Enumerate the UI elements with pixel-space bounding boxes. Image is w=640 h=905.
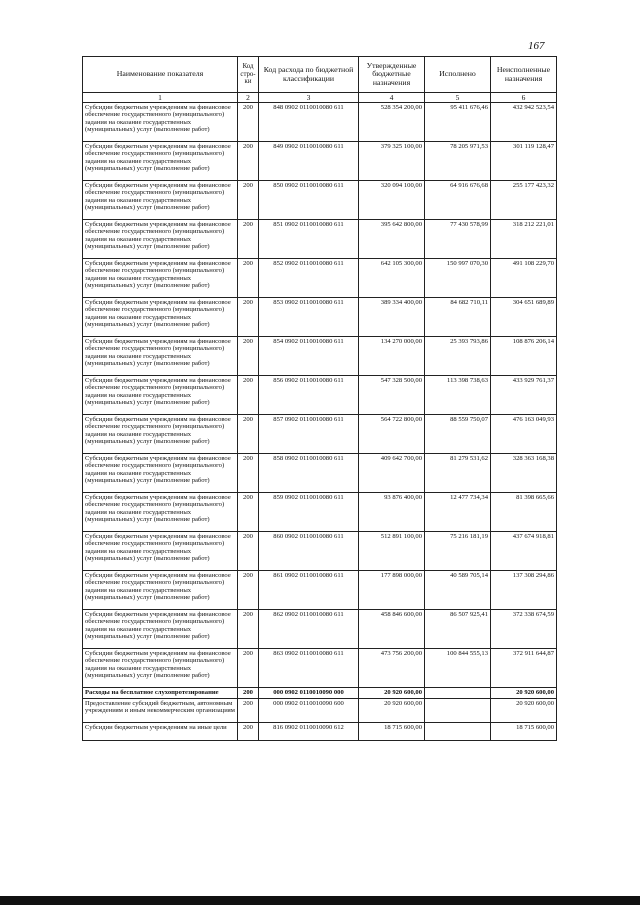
table-row bbox=[83, 103, 557, 142]
cell-executed: 88 559 750,07 bbox=[425, 415, 491, 454]
cell-approved: 93 876 400,00 bbox=[359, 493, 425, 532]
table-row bbox=[83, 181, 557, 220]
cell-kbk: 000 0902 0110010090 600 bbox=[259, 699, 359, 723]
cell-remaining: 491 108 229,70 bbox=[491, 259, 557, 298]
cell-executed: 12 477 734,34 bbox=[425, 493, 491, 532]
table-row bbox=[83, 142, 557, 181]
cell-name: Субсидии бюджетным учреждениям на финансовое обеспечение государственного (муниципального) задания на оказание государственных (муниципальных) услуг (выполнение работ) bbox=[83, 376, 238, 415]
cell-executed bbox=[425, 723, 491, 741]
cell-name: Субсидии бюджетным учреждениям на финансовое обеспечение государственного (муниципального) задания на оказание государственных (муниципальных) услуг (выполнение работ) bbox=[83, 415, 238, 454]
cell-name: Предоставление субсидий бюджетным, автономным учреждениям и иным некоммерческим организациям bbox=[83, 699, 238, 723]
cell-code: 200 bbox=[238, 699, 259, 723]
cell-kbk: 000 0902 0110010090 000 bbox=[259, 688, 359, 699]
cell-name: Субсидии бюджетным учреждениям на финансовое обеспечение государственного (муниципального) задания на оказание государственных (муниципальных) услуг (выполнение работ) bbox=[83, 532, 238, 571]
cell-approved: 379 325 100,00 bbox=[359, 142, 425, 181]
cell-approved: 564 722 800,00 bbox=[359, 415, 425, 454]
cell-kbk: 859 0902 0110010080 611 bbox=[259, 493, 359, 532]
column-number: 2 bbox=[238, 93, 259, 103]
header-remaining: Неисполненные назначения bbox=[491, 57, 557, 93]
table-row bbox=[83, 723, 557, 741]
cell-code: 200 bbox=[238, 688, 259, 699]
cell-approved: 18 715 600,00 bbox=[359, 723, 425, 741]
cell-executed: 100 844 555,13 bbox=[425, 649, 491, 688]
cell-kbk: 856 0902 0110010080 611 bbox=[259, 376, 359, 415]
cell-kbk: 860 0902 0110010080 611 bbox=[259, 532, 359, 571]
column-number: 3 bbox=[259, 93, 359, 103]
cell-remaining: 476 163 049,93 bbox=[491, 415, 557, 454]
cell-executed: 81 279 531,62 bbox=[425, 454, 491, 493]
table-row bbox=[83, 493, 557, 532]
table-row bbox=[83, 571, 557, 610]
cell-name: Субсидии бюджетным учреждениям на финансовое обеспечение государственного (муниципального) задания на оказание государственных (муниципальных) услуг (выполнение работ) bbox=[83, 493, 238, 532]
cell-approved: 134 270 000,00 bbox=[359, 337, 425, 376]
cell-code: 200 bbox=[238, 376, 259, 415]
cell-remaining: 432 942 523,54 bbox=[491, 103, 557, 142]
cell-executed bbox=[425, 688, 491, 699]
cell-code: 200 bbox=[238, 571, 259, 610]
cell-approved: 389 334 400,00 bbox=[359, 298, 425, 337]
cell-name: Субсидии бюджетным учреждениям на финансовое обеспечение государственного (муниципального) задания на оказание государственных (муниципальных) услуг (выполнение работ) bbox=[83, 649, 238, 688]
cell-name: Субсидии бюджетным учреждениям на финансовое обеспечение государственного (муниципального) задания на оказание государственных (муниципальных) услуг (выполнение работ) bbox=[83, 103, 238, 142]
cell-remaining: 18 715 600,00 bbox=[491, 723, 557, 741]
cell-executed: 95 411 676,46 bbox=[425, 103, 491, 142]
cell-code: 200 bbox=[238, 454, 259, 493]
cell-code: 200 bbox=[238, 181, 259, 220]
cell-approved: 20 920 600,00 bbox=[359, 688, 425, 699]
table-row bbox=[83, 376, 557, 415]
budget-execution-table bbox=[82, 56, 557, 741]
cell-remaining: 301 119 128,47 bbox=[491, 142, 557, 181]
page-number: 167 bbox=[528, 40, 545, 52]
cell-kbk: 816 0902 0110010090 612 bbox=[259, 723, 359, 741]
header-kbk: Код расхода по бюджетной классификации bbox=[259, 57, 359, 93]
cell-code: 200 bbox=[238, 493, 259, 532]
cell-approved: 409 642 700,00 bbox=[359, 454, 425, 493]
cell-remaining: 372 338 674,59 bbox=[491, 610, 557, 649]
cell-code: 200 bbox=[238, 298, 259, 337]
header-row bbox=[83, 57, 557, 93]
column-number: 1 bbox=[83, 93, 238, 103]
cell-code: 200 bbox=[238, 723, 259, 741]
header-name: Наименование показателя bbox=[83, 57, 238, 93]
cell-remaining: 318 212 221,01 bbox=[491, 220, 557, 259]
cell-executed: 25 393 793,86 bbox=[425, 337, 491, 376]
cell-remaining: 433 929 761,37 bbox=[491, 376, 557, 415]
scan-edge-bar bbox=[0, 896, 640, 905]
cell-name: Субсидии бюджетным учреждениям на финансовое обеспечение государственного (муниципального) задания на оказание государственных (муниципальных) услуг (выполнение работ) bbox=[83, 337, 238, 376]
cell-name: Расходы на бесплатное слухопротезирование bbox=[83, 688, 238, 699]
column-number-row bbox=[83, 93, 557, 103]
cell-kbk: 854 0902 0110010080 611 bbox=[259, 337, 359, 376]
cell-executed: 40 589 705,14 bbox=[425, 571, 491, 610]
cell-name: Субсидии бюджетным учреждениям на финансовое обеспечение государственного (муниципального) задания на оказание государственных (муниципальных) услуг (выполнение работ) bbox=[83, 142, 238, 181]
cell-remaining: 108 876 206,14 bbox=[491, 337, 557, 376]
cell-code: 200 bbox=[238, 649, 259, 688]
cell-remaining: 437 674 918,81 bbox=[491, 532, 557, 571]
cell-code: 200 bbox=[238, 532, 259, 571]
column-number: 5 bbox=[425, 93, 491, 103]
cell-approved: 473 756 200,00 bbox=[359, 649, 425, 688]
cell-remaining: 20 920 600,00 bbox=[491, 688, 557, 699]
cell-remaining: 372 911 644,87 bbox=[491, 649, 557, 688]
header-approved: Утвержденные бюджетные назначения bbox=[359, 57, 425, 93]
table-row bbox=[83, 454, 557, 493]
cell-code: 200 bbox=[238, 103, 259, 142]
cell-kbk: 852 0902 0110010080 611 bbox=[259, 259, 359, 298]
cell-kbk: 851 0902 0110010080 611 bbox=[259, 220, 359, 259]
cell-executed: 86 507 925,41 bbox=[425, 610, 491, 649]
table-row bbox=[83, 298, 557, 337]
table-row bbox=[83, 532, 557, 571]
cell-remaining: 137 308 294,86 bbox=[491, 571, 557, 610]
cell-kbk: 849 0902 0110010080 611 bbox=[259, 142, 359, 181]
cell-name: Субсидии бюджетным учреждениям на иные цели bbox=[83, 723, 238, 741]
cell-kbk: 861 0902 0110010080 611 bbox=[259, 571, 359, 610]
cell-approved: 20 920 600,00 bbox=[359, 699, 425, 723]
cell-executed: 78 205 971,53 bbox=[425, 142, 491, 181]
cell-executed bbox=[425, 699, 491, 723]
cell-name: Субсидии бюджетным учреждениям на финансовое обеспечение государственного (муниципального) задания на оказание государственных (муниципальных) услуг (выполнение работ) bbox=[83, 454, 238, 493]
table-row bbox=[83, 259, 557, 298]
cell-kbk: 862 0902 0110010080 611 bbox=[259, 610, 359, 649]
cell-code: 200 bbox=[238, 142, 259, 181]
table-row bbox=[83, 649, 557, 688]
cell-kbk: 850 0902 0110010080 611 bbox=[259, 181, 359, 220]
cell-approved: 642 105 300,00 bbox=[359, 259, 425, 298]
cell-name: Субсидии бюджетным учреждениям на финансовое обеспечение государственного (муниципального) задания на оказание государственных (муниципальных) услуг (выполнение работ) bbox=[83, 181, 238, 220]
cell-executed: 77 430 578,99 bbox=[425, 220, 491, 259]
cell-kbk: 857 0902 0110010080 611 bbox=[259, 415, 359, 454]
table-row bbox=[83, 610, 557, 649]
cell-code: 200 bbox=[238, 259, 259, 298]
cell-executed: 150 997 070,30 bbox=[425, 259, 491, 298]
cell-executed: 113 398 738,63 bbox=[425, 376, 491, 415]
cell-executed: 84 682 710,11 bbox=[425, 298, 491, 337]
cell-approved: 320 094 100,00 bbox=[359, 181, 425, 220]
cell-name: Субсидии бюджетным учреждениям на финансовое обеспечение государственного (муниципального) задания на оказание государственных (муниципальных) услуг (выполнение работ) bbox=[83, 259, 238, 298]
summary-row bbox=[83, 688, 557, 699]
column-number: 6 bbox=[491, 93, 557, 103]
cell-remaining: 255 177 423,32 bbox=[491, 181, 557, 220]
cell-name: Субсидии бюджетным учреждениям на финансовое обеспечение государственного (муниципального) задания на оказание государственных (муниципальных) услуг (выполнение работ) bbox=[83, 571, 238, 610]
cell-approved: 547 328 500,00 bbox=[359, 376, 425, 415]
cell-name: Субсидии бюджетным учреждениям на финансовое обеспечение государственного (муниципального) задания на оказание государственных (муниципальных) услуг (выполнение работ) bbox=[83, 610, 238, 649]
cell-approved: 528 354 200,00 bbox=[359, 103, 425, 142]
table-row bbox=[83, 220, 557, 259]
cell-remaining: 304 651 689,89 bbox=[491, 298, 557, 337]
cell-code: 200 bbox=[238, 415, 259, 454]
table-row bbox=[83, 337, 557, 376]
cell-remaining: 81 398 665,66 bbox=[491, 493, 557, 532]
cell-approved: 177 898 000,00 bbox=[359, 571, 425, 610]
table-row bbox=[83, 415, 557, 454]
cell-code: 200 bbox=[238, 337, 259, 376]
cell-kbk: 863 0902 0110010080 611 bbox=[259, 649, 359, 688]
cell-remaining: 328 363 168,38 bbox=[491, 454, 557, 493]
header-executed: Исполнено bbox=[425, 57, 491, 93]
cell-code: 200 bbox=[238, 610, 259, 649]
cell-name: Субсидии бюджетным учреждениям на финансовое обеспечение государственного (муниципального) задания на оказание государственных (муниципальных) услуг (выполнение работ) bbox=[83, 220, 238, 259]
column-number: 4 bbox=[359, 93, 425, 103]
table-row bbox=[83, 699, 557, 723]
cell-approved: 395 642 800,00 bbox=[359, 220, 425, 259]
cell-name: Субсидии бюджетным учреждениям на финансовое обеспечение государственного (муниципального) задания на оказание государственных (муниципальных) услуг (выполнение работ) bbox=[83, 298, 238, 337]
table-body bbox=[83, 103, 557, 741]
cell-remaining: 20 920 600,00 bbox=[491, 699, 557, 723]
cell-executed: 64 916 676,68 bbox=[425, 181, 491, 220]
cell-approved: 512 891 100,00 bbox=[359, 532, 425, 571]
cell-executed: 75 216 181,19 bbox=[425, 532, 491, 571]
cell-code: 200 bbox=[238, 220, 259, 259]
cell-approved: 458 846 600,00 bbox=[359, 610, 425, 649]
cell-kbk: 858 0902 0110010080 611 bbox=[259, 454, 359, 493]
cell-kbk: 853 0902 0110010080 611 bbox=[259, 298, 359, 337]
header-code: Код стро-ки bbox=[238, 57, 259, 93]
cell-kbk: 848 0902 0110010080 611 bbox=[259, 103, 359, 142]
